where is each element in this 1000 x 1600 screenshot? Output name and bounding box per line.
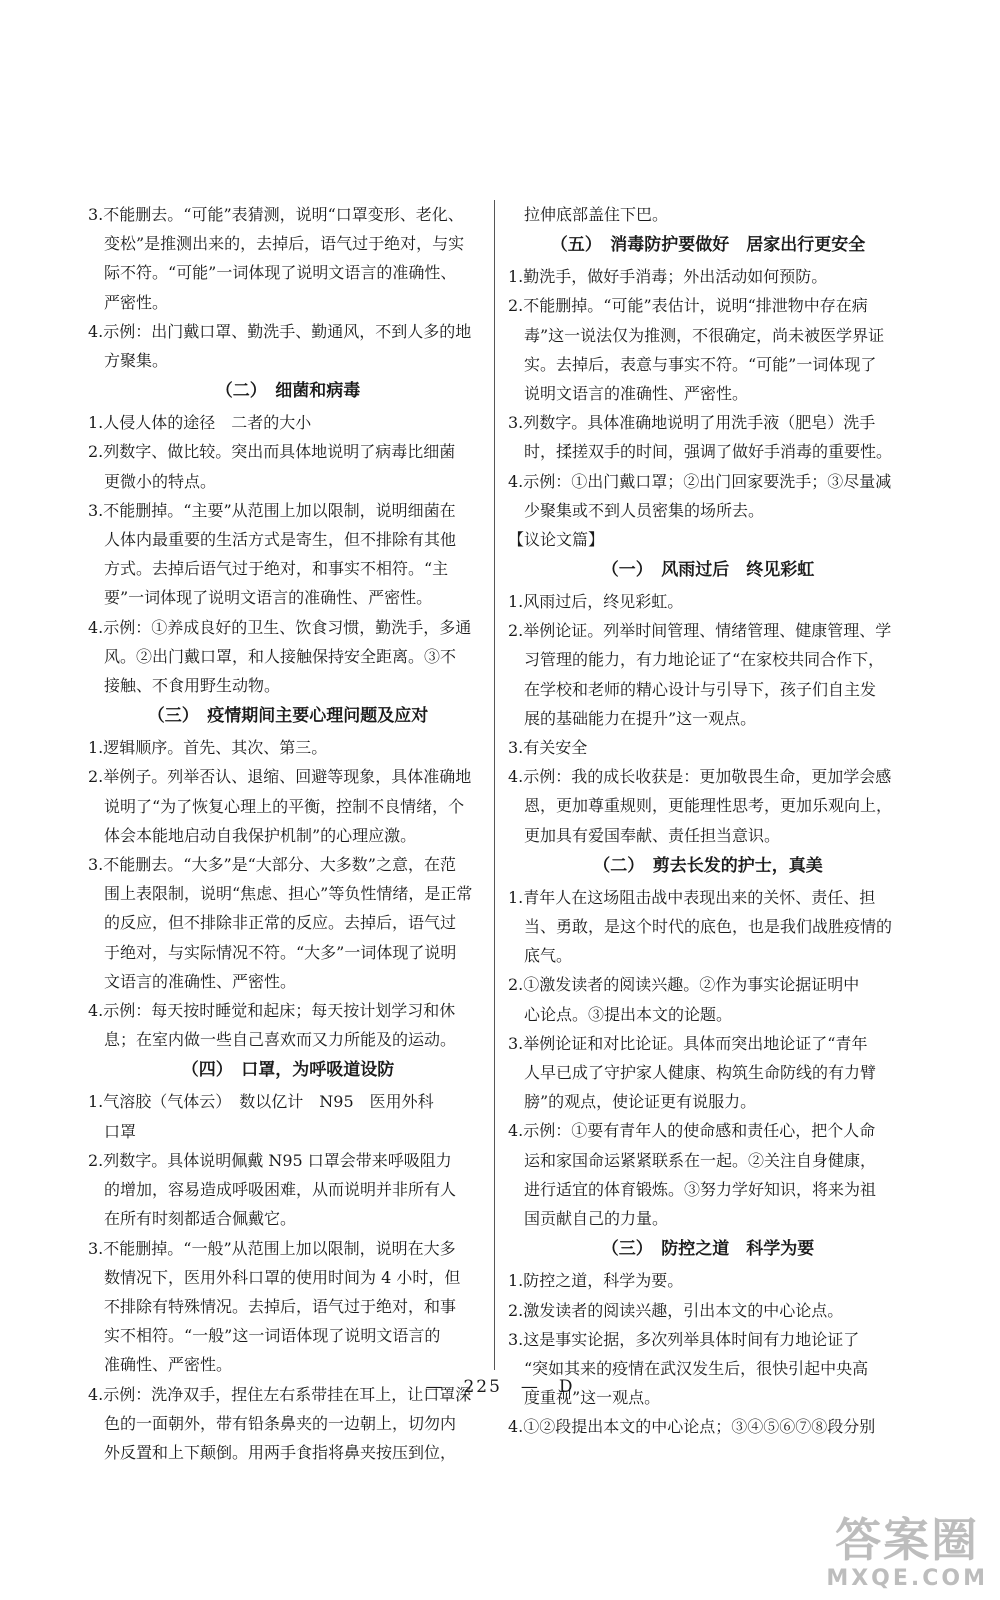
answer-line: 1.风雨过后，终见彩虹。: [508, 592, 684, 612]
column-divider: [494, 200, 495, 1370]
answer-line-continued: 文语言的准确性、严密性。: [104, 971, 297, 991]
answer-line-continued: 口罩: [104, 1121, 137, 1141]
answer-line: 1.气溶胶（气体云） 数以亿计 N95 医用外科: [88, 1092, 434, 1112]
answer-line: 3.不能删掉。“主要”从范围上加以限制，说明细菌在: [88, 500, 456, 520]
answer-line-continued: 于绝对，与实际情况不符。“大多”一词体现了说明: [104, 942, 457, 962]
section-heading: （三） 防控之道 科学为要: [601, 1239, 815, 1260]
answer-line: 2.激发读者的阅读兴趣，引出本文的中心论点。: [508, 1300, 844, 1320]
answer-line-continued: 说明文语言的准确性、严密性。: [524, 384, 749, 404]
page-number: — 225 — D: [425, 1377, 575, 1397]
answer-line: 2.列数字。具体说明佩戴 N95 口罩会带来呼吸阻力: [88, 1150, 452, 1170]
watermark-url: MXQE.COM: [826, 1566, 988, 1591]
answer-line-continued: 严密性。: [104, 292, 169, 312]
answer-line-continued: 不排除有特殊情况。去掉后，语气过于绝对，和事: [104, 1296, 457, 1316]
answer-line-continued: 在所有时刻都适合佩戴它。: [104, 1209, 297, 1229]
answer-line-continued: 膀”的观点，使论证更有说服力。: [524, 1092, 757, 1112]
section-heading: （三） 疫情期间主要心理问题及应对: [147, 706, 429, 727]
answer-line-continued: 要”一词体现了说明文语言的准确性、严密性。: [104, 588, 433, 608]
answer-line: 1.人侵人体的途径 二者的大小: [88, 413, 312, 433]
answer-line: 2.举例论证。列举时间管理、情绪管理、健康管理、学: [508, 621, 892, 641]
watermark-main: 答案圈: [835, 1513, 980, 1567]
answer-line: 3.列数字。具体准确地说明了用洗手液（肥皂）洗手: [508, 413, 876, 433]
answer-line-continued: 实。去掉后，表意与事实不符。“可能”一词体现了: [524, 354, 877, 374]
answer-line-continued: 外反置和上下颠倒。用两手食指将鼻夹按压到位，: [104, 1442, 457, 1462]
answer-line: 4.示例：①要有青年人的使命感和责任心，把个人命: [508, 1121, 876, 1141]
section-heading: （二） 剪去长发的护士，真美: [593, 855, 823, 876]
section-heading: （四） 口罩，为呼吸道设防: [181, 1060, 395, 1081]
answer-line-continued: 恩，更加尊重规则，更能理性思考，更加乐观向上，: [524, 796, 893, 816]
answer-line-continued: 国贡献自己的力量。: [524, 1209, 669, 1229]
section-heading: （一） 风雨过后 终见彩虹: [601, 560, 815, 581]
watermark-logo: [826, 1514, 988, 1592]
answer-line: 1.逻辑顺序。首先、其次、第三。: [88, 738, 328, 758]
answer-line: 4.示例：我的成长收获是：更加敬畏生命，更加学会感: [508, 767, 892, 787]
answer-line: 4.示例：每天按时睡觉和起床；每天按计划学习和休: [88, 1001, 456, 1021]
answer-line-continued: 更微小的特点。: [104, 471, 217, 491]
answer-line: 3.不能删去。“大多”是“大部分、大多数”之意，在范: [88, 855, 456, 875]
answer-line-continued: 围上表限制，说明“焦虑、担心”等负性情绪，是正常: [104, 884, 473, 904]
category-label: 【议论文篇】: [508, 530, 605, 550]
answer-line-continued: 习管理的能力，有力地论证了“在家校共同合作下，: [524, 650, 885, 670]
answer-line: 3.有关安全: [508, 738, 588, 758]
answer-line: 4.①②段提出本文的中心论点；③④⑤⑥⑦⑧段分别: [508, 1417, 876, 1437]
answer-line: 2.列数字、做比较。突出而具体地说明了病毒比细菌: [88, 442, 456, 462]
answer-line: 1.青年人在这场阻击战中表现出来的关怀、责任、担: [508, 887, 876, 907]
answer-line: 3.这是事实论据，多次列举具体时间有力地论证了: [508, 1329, 860, 1349]
answer-line-continued: 体会本能地启动自我保护机制”的心理应激。: [104, 825, 417, 845]
answer-line-continued: 在学校和老师的精心设计与引导下，孩子们自主发: [524, 679, 877, 699]
answer-line: 2.举例子。列举否认、退缩、回避等现象，具体准确地: [88, 767, 472, 787]
answer-line-continued: 说明了“为了恢复心理上的平衡，控制不良情绪，个: [104, 796, 465, 816]
answer-line-continued: 准确性、严密性。: [104, 1355, 233, 1375]
answer-line-continued: 际不符。“可能”一词体现了说明文语言的准确性、: [104, 263, 457, 283]
answer-line-continued: “突如其来的疫情在武汉发生后，很快引起中央高: [524, 1358, 869, 1378]
answer-line-continued: 时，揉搓双手的时间，强调了做好手消毒的重要性。: [524, 442, 893, 462]
answer-line-continued: 的反应，但不排除非正常的反应。去掉后，语气过: [104, 913, 457, 933]
answer-line: 2.①激发读者的阅读兴趣。②作为事实论据证明中: [508, 975, 860, 995]
answer-line: 4.示例：出门戴口罩、勤洗手、勤通风，不到人多的地: [88, 321, 472, 341]
answer-line-continued: 方式。去掉后语气过于绝对，和事实不相符。“主: [104, 559, 449, 579]
answer-line: 3.不能删掉。“一般”从范围上加以限制，说明在大多: [88, 1238, 456, 1258]
answer-line: 4.示例：洗净双手，捏住左右系带挂在耳上，让口罩深: [88, 1384, 472, 1404]
answer-line-continued: 展的基础能力在提升”这一观点。: [524, 708, 757, 728]
left-column: [88, 200, 488, 1467]
answer-line-continued: 少聚集或不到人员密集的场所去。: [524, 500, 765, 520]
answer-line: 2.不能删掉。“可能”表估计，说明“排泄物中存在病: [508, 296, 868, 316]
answer-line-continued: 更加具有爱国奉献、责任担当意识。: [524, 825, 781, 845]
answer-line-continued: 运和家国命运紧紧联系在一起。②关注自身健康，: [524, 1150, 877, 1170]
answer-line-continued: 人早已成了守护家人健康、构筑生命防线的有力臂: [524, 1063, 877, 1083]
answer-line-continued: 方聚集。: [104, 351, 169, 371]
answer-line-continued: 变松”是推测出来的，去掉后，语气过于绝对，与实: [104, 234, 465, 254]
right-column: [508, 200, 908, 1442]
answer-line-continued: 实不相符。“一般”这一词语体现了说明文语言的: [104, 1326, 441, 1346]
answer-line: 3.举例论证和对比论证。具体而突出地论证了“青年: [508, 1033, 868, 1053]
answer-line-continued: 息；在室内做一些自己喜欢而又力所能及的运动。: [104, 1030, 457, 1050]
answer-line: 4.示例：①养成良好的卫生、饮食习惯，勤洗手，多通: [88, 617, 472, 637]
answer-line-continued: 进行适宜的体育锻炼。③努力学好知识，将来为祖: [524, 1179, 877, 1199]
answer-line-continued: 接触、不食用野生动物。: [104, 676, 281, 696]
answer-line-continued: 毒”这一说法仅为推测，不很确定，尚未被医学界证: [524, 325, 885, 345]
answer-line-continued: 心论点。③提出本文的论题。: [524, 1004, 733, 1024]
answer-line-continued: 的增加，容易造成呼吸困难，从而说明并非所有人: [104, 1180, 457, 1200]
answer-line-continued: 色的一面朝外，带有铅条鼻夹的一边朝上，切勿内: [104, 1413, 457, 1433]
section-heading: （五） 消毒防护要做好 居家出行更安全: [550, 235, 866, 256]
answer-line-continued: 风。②出门戴口罩，和人接触保持安全距离。③不: [104, 646, 457, 666]
answer-line-continued: 数情况下，医用外科口罩的使用时间为 4 小时，但: [104, 1267, 461, 1287]
answer-line-continued: 度重视”这一观点。: [524, 1388, 661, 1408]
section-heading: （二） 细菌和病毒: [215, 381, 361, 402]
answer-line-continued: 当、勇敢，是这个时代的底色，也是我们战胜疫情的: [524, 917, 893, 937]
answer-line-continued: 人体内最重要的生活方式是寄生，但不排除有其他: [104, 530, 457, 550]
answer-line: 1.防控之道，科学为要。: [508, 1271, 684, 1291]
answer-line: 1.勤洗手，做好手消毒；外出活动如何预防。: [508, 267, 828, 287]
answer-line: 4.示例：①出门戴口罩；②出门回家要洗手；③尽量减: [508, 471, 892, 491]
answer-line: 3.不能删去。“可能”表猜测，说明“口罩变形、老化、: [88, 205, 464, 224]
answer-line-continued: 底气。: [524, 946, 573, 966]
answer-line-continued: 拉伸底部盖住下巴。: [524, 205, 669, 224]
